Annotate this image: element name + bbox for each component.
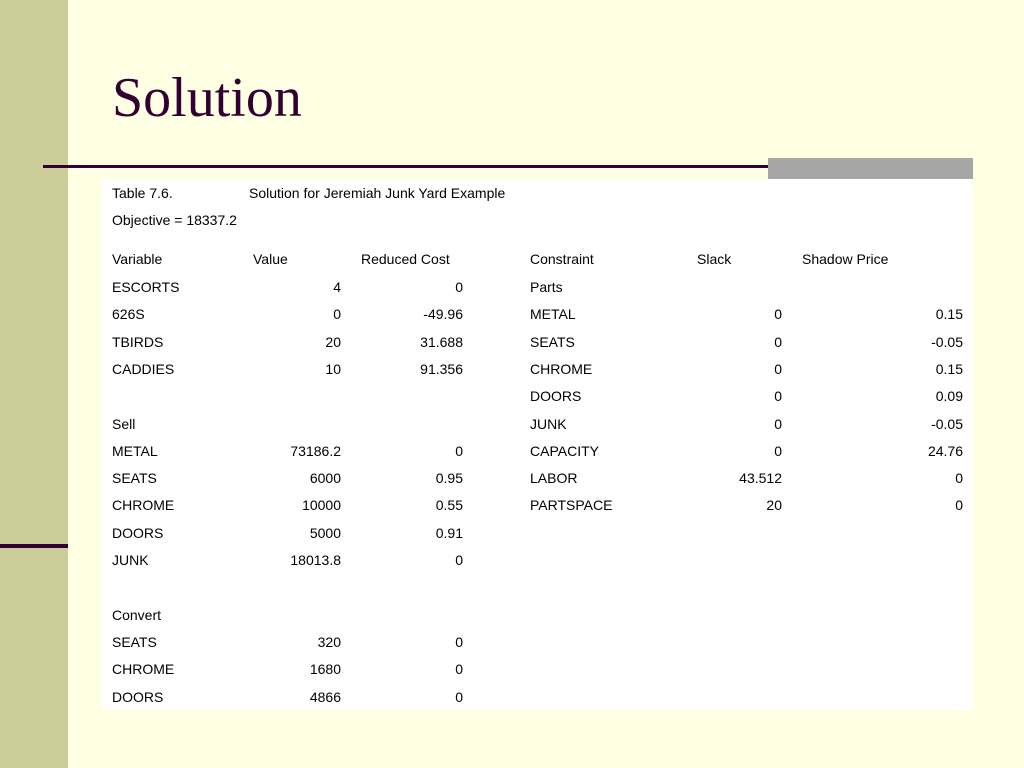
column-header: Variable (112, 251, 163, 267)
slack-cell: 0 (774, 334, 782, 350)
shadow-price-cell: 0.09 (935, 388, 963, 404)
shadow-price-cell: -0.05 (931, 334, 963, 350)
variable-name-cell: ESCORTS (112, 279, 180, 295)
variable-name-cell: Sell (112, 416, 136, 432)
shadow-price-cell: 0.15 (935, 361, 963, 377)
column-header: Slack (697, 251, 732, 267)
reduced-cost-cell: 0 (455, 443, 463, 459)
column-header: Shadow Price (802, 251, 889, 267)
column-header: Constraint (530, 251, 594, 267)
value-cell: 320 (317, 634, 341, 650)
shadow-price-cell: -0.05 (931, 416, 963, 432)
constraint-name-cell: LABOR (530, 470, 578, 486)
value-cell: 20 (325, 334, 341, 350)
constraint-name-cell: PARTSPACE (530, 497, 613, 513)
slack-cell: 0 (774, 361, 782, 377)
table-caption-text: Solution for Jeremiah Junk Yard Example (249, 185, 506, 201)
variable-name-cell: SEATS (112, 470, 157, 486)
reduced-cost-cell: 91.356 (420, 361, 463, 377)
value-cell: 10 (325, 361, 341, 377)
variable-name-cell: 626S (112, 306, 145, 322)
reduced-cost-cell: 0 (455, 634, 463, 650)
reduced-cost-cell: 0 (455, 689, 463, 705)
value-cell: 1680 (309, 661, 341, 677)
constraint-name-cell: CAPACITY (530, 443, 599, 459)
variable-name-cell: CADDIES (112, 361, 175, 377)
variable-name-cell: DOORS (112, 525, 164, 541)
slack-cell: 0 (774, 443, 782, 459)
reduced-cost-cell: 0.55 (435, 497, 463, 513)
reduced-cost-cell: 31.688 (420, 334, 463, 350)
reduced-cost-cell: 0.91 (435, 525, 463, 541)
constraint-name-cell: SEATS (530, 334, 575, 350)
value-cell: 5000 (309, 525, 341, 541)
variable-name-cell: Convert (112, 607, 162, 623)
constraint-name-cell: Parts (530, 279, 563, 295)
shadow-price-cell: 0 (955, 497, 963, 513)
objective-value: Objective = 18337.2 (112, 212, 237, 228)
variable-name-cell: JUNK (112, 552, 149, 568)
value-cell: 0 (333, 306, 341, 322)
slack-cell: 0 (774, 416, 782, 432)
constraint-name-cell: CHROME (530, 361, 593, 377)
value-cell: 6000 (309, 470, 341, 486)
variable-name-cell: CHROME (112, 661, 175, 677)
variable-name-cell: DOORS (112, 689, 164, 705)
constraint-name-cell: METAL (530, 306, 576, 322)
value-cell: 18013.8 (290, 552, 341, 568)
column-header: Reduced Cost (361, 251, 450, 267)
reduced-cost-cell: -49.96 (423, 306, 463, 322)
variable-name-cell: METAL (112, 443, 158, 459)
sidebar-accent-line (0, 544, 68, 548)
value-cell: 4866 (309, 689, 341, 705)
variable-name-cell: SEATS (112, 634, 157, 650)
reduced-cost-cell: 0 (455, 552, 463, 568)
variable-name-cell: TBIRDS (112, 334, 164, 350)
slack-cell: 20 (766, 497, 782, 513)
shadow-price-cell: 24.76 (927, 443, 963, 459)
divider-accent-block (768, 158, 973, 179)
shadow-price-cell: 0 (955, 470, 963, 486)
solution-table (102, 179, 973, 710)
slack-cell: 0 (774, 306, 782, 322)
reduced-cost-cell: 0.95 (435, 470, 463, 486)
slide-title: Solution (112, 67, 302, 129)
constraint-name-cell: DOORS (530, 388, 582, 404)
reduced-cost-cell: 0 (455, 661, 463, 677)
value-cell: 73186.2 (290, 443, 341, 459)
reduced-cost-cell: 0 (455, 279, 463, 295)
value-cell: 10000 (302, 497, 341, 513)
table-caption-label: Table 7.6. (112, 185, 173, 201)
column-header: Value (253, 251, 288, 267)
variable-name-cell: CHROME (112, 497, 175, 513)
slack-cell: 0 (774, 388, 782, 404)
value-cell: 4 (333, 279, 341, 295)
sidebar-strip (0, 0, 68, 768)
shadow-price-cell: 0.15 (935, 306, 963, 322)
slack-cell: 43.512 (739, 470, 782, 486)
constraint-name-cell: JUNK (530, 416, 567, 432)
